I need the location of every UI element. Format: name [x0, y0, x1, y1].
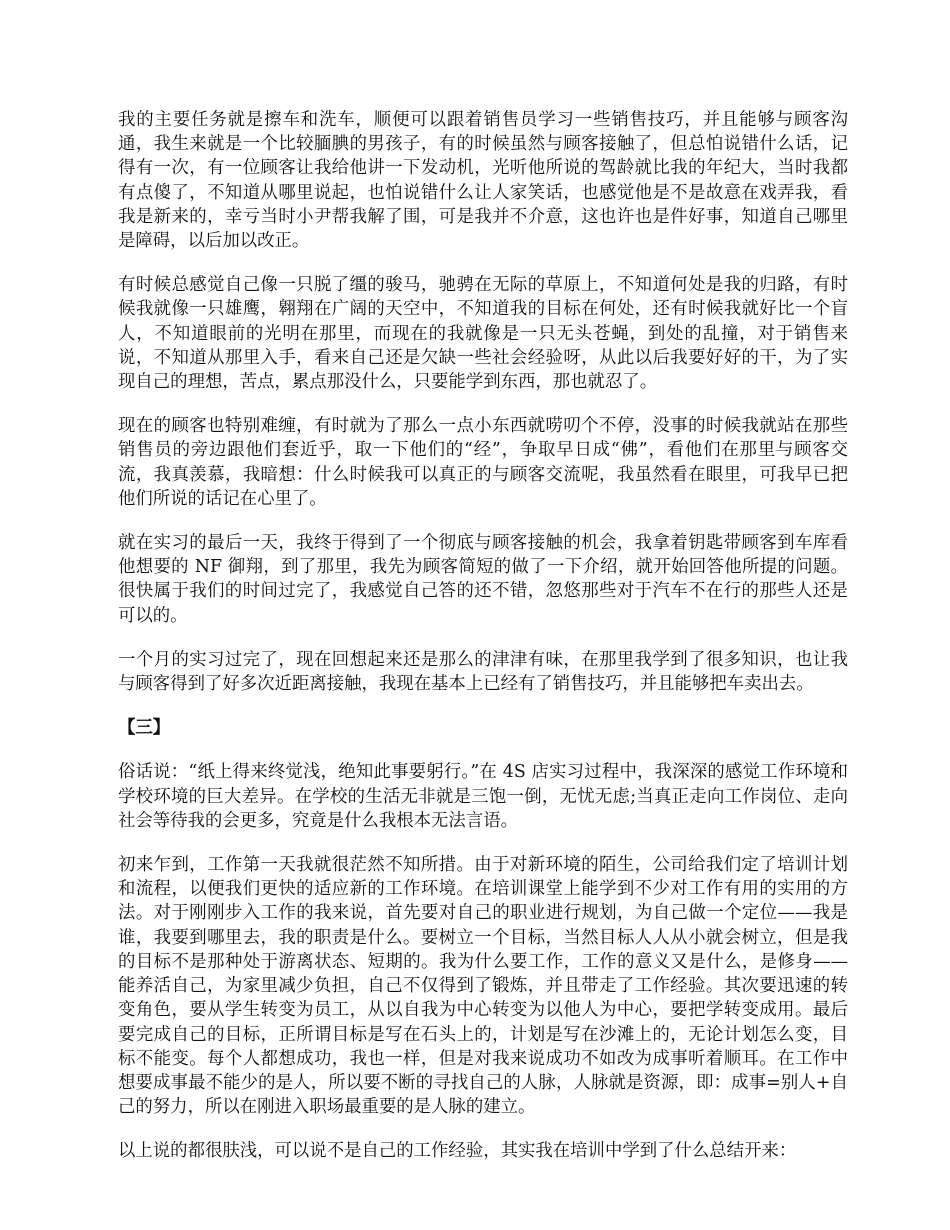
paragraph-1: 我的主要任务就是擦车和洗车，顺便可以跟着销售员学习一些销售技巧，并且能够与顾客沟通，我生来就是一个比较腼腆的男孩子，有的时候虽然与顾客接触了，但总怕说错什么话，记得有一次，有一位顾客让我给他讲一下发动机，光听他所说的驾龄就比我的年纪大，当时我都有点傻了，不知道从哪里说起，也怕说错什么让人家笑话，也感觉他是不是故意在戏弄我，看我是新来的，幸亏当时小尹帮我解了围，可是我并不介意，这也许也是件好事，知道自己哪里是障碍，以后加以改正。: [118, 110, 848, 252]
paragraph-4: 就在实习的最后一天，我终于得到了一个彻底与顾客接触的机会，我拿着钥匙带顾客到车库看他想要的 NF 御翔，到了那里，我先为顾客简短的做了一下介绍，就开始回答他所提的问题。很快属于我们的时间过完了，我感觉自己答的还不错，忽悠那些对于汽车不在行的那些人还是可以的。: [118, 533, 848, 626]
paragraph-6: 俗话说：“纸上得来终觉浅，绝知此事要躬行。”在 4S 店实习过程中，我深深的感觉工作环境和学校环境的巨大差异。在学校的生活无非就是三饱一倒，无忧无虑;当真正走向工作岗位、走向社会等待我的会更多，究竟是什么我根本无法言语。: [118, 762, 848, 831]
paragraph-2: 有时候总感觉自己像一只脱了缰的骏马，驰骋在无际的草原上，不知道何处是我的归路，有时候我就像一只雄鹰，翱翔在广阔的天空中，不知道我的目标在何处，还有时候我就好比一个盲人，不知道眼前的光明在那里，而现在的我就像是一只无头苍蝇，到处的乱撞，对于销售来说，不知道从那里入手，看来自己还是欠缺一些社会经验呀，从此以后我要好好的干，为了实现自己的理想，苦点，累点那没什么，只要能学到东西，那也就忍了。: [118, 275, 848, 393]
paragraph-8: 以上说的都很肤浅，可以说不是自己的工作经验，其实我在培训中学到了什么总结开来：: [118, 1141, 797, 1162]
paragraph-7: 初来乍到，工作第一天我就很茫然不知所措。由于对新环境的陌生，公司给我们定了培训计划和流程，以便我们更快的适应新的工作环境。在培训课堂上能学到不少对工作有用的实用的方法。对于刚刚步入工作的我来说，首先要对自己的职业进行规划，为自己做一个定位——我是谁，我要到哪里去，我的职责是什么。要树立一个目标，当然目标人人从小就会树立，但是我的目标不是那种处于游离状态、短期的。我为什么要工作，工作的意义又是什么，是修身——能养活自己，为家里减少负担，自己不仅得到了锻炼，并且带走了工作经验。其次要迅速的转变角色，要从学生转变为员工，从以自我为中心转变为以他人为中心，要把学转变成用。最后要完成自己的目标，正所谓目标是写在石头上的，计划是写在沙滩上的，无论计划怎么变，目标不能变。每个人都想成功，我也一样，但是对我来说成功不如改为成事听着顺耳。在工作中想要成事最不能少的是人，所以要不断的寻找自己的人脉，人脉就是资源，即：成事=别人+自己的努力，所以在刚进入职场最重要的是人脉的建立。: [118, 855, 848, 1118]
paragraph-5: 一个月的实习过完了，现在回想起来还是那么的津津有味，在那里我学到了很多知识，也让我与顾客得到了好多次近距离接触，我现在基本上已经有了销售技巧，并且能够把车卖出去。: [118, 649, 848, 695]
section-heading: 【三】: [118, 718, 171, 739]
document-page: [118, 108, 848, 1184]
paragraph-3: 现在的顾客也特别难缠，有时就为了那么一点小东西就唠叨个不停，没事的时候我就站在那些销售员的旁边跟他们套近乎，取一下他们的“经”，争取早日成“佛”，看他们在那里与顾客交流，我真羡慕，我暗想：什么时候我可以真正的与顾客交流呢，我虽然看在眼里，可我早已把他们所说的话记在心里了。: [118, 416, 848, 509]
